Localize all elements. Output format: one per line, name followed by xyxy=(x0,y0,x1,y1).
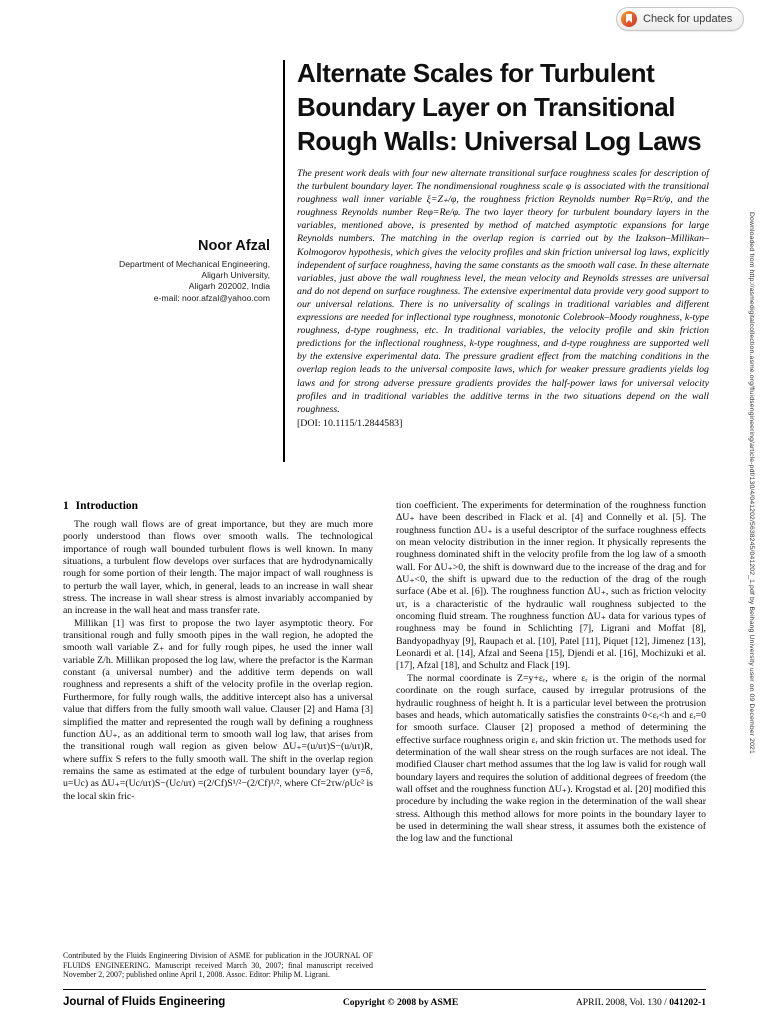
abstract-text: The present work deals with four new alternate transitional surface roughness scales for description of the turbulent boundary layer. The nondimensional roughness scale φ is associated with the transitional roughness wall inner variable ξ=Z₊/φ, the roughness friction Reynolds number Rφ=Rτ/φ, and the roughness Reynolds number Reφ=Re/φ. The two layer theory for turbulent boundary layers in the variables, mentioned above, is presented by method of matched asymptotic expansions for large Reynolds numbers. The matching in the overlap region is carried out by the Izakson–Millikan–Kolmogorov hypothesis, which gives the velocity profiles and skin friction universal log laws, explicitly independent of surface roughness, having the same constants as the smooth wall case. In these alternate variables, just above the wall roughness level, the mean velocity and Reynolds stresses are universal and do not depend on surface roughness. The extensive experimental data provide very good support to our universal relations. There is no universality of scalings in traditional variables and different expressions are needed for inflectional type roughness, monotonic Colebrook–Moody roughness, k-type roughness, d-type roughness, etc. In traditional variables, the velocity profile and skin friction predictions for the inflectional roughness, k-type roughness, and d-type roughness are supported well by the extensive experimental data. The pressure gradient effect from the matching conditions in the overlap region leads to the universal composite laws, which for weaker pressure gradients yields log laws and for strong adverse pressure gradients provides the half-power laws for universal velocity profiles and in traditional variables the additive terms in the two situations depend on the wall roughness. xyxy=(297,168,709,415)
abstract-block xyxy=(297,167,709,430)
body-paragraph: The normal coordinate is Z=y+εᵣ, where εᵣ is the origin of the normal coordinate on the rough surface, caused by irregular protrusions of the hydraulic roughness of height h. It is a particular level between the protrusion bases and heads, which automatically satisfies the constraints 0<εᵣ<h and εᵣ=0 for smooth surface. Clauser [2] proposed a method of determining the effective surface roughness origin εᵣ and skin friction uτ. The methods used for determination of the wall shear stress on the rough surfaces are not ideal. The modified Clauser chart method assumes that the log law is valid for rough wall boundary layers and requires the solution of additional degrees of freedom (the wall offset and the roughness function ΔU₊). Krogstad et al. [20] modified this procedure by including the wake region in the determination of the wall shear stress. Although this method allows for more points in the boundary layer to be used in determining the wall shear stress, it assumes both the existence of the log law and the functional xyxy=(396,672,706,845)
body-column-right xyxy=(396,500,706,846)
footer-rule xyxy=(63,989,706,990)
affiliation-line-address: Aligarh 202002, India xyxy=(188,281,270,292)
contribution-footnote: Contributed by the Fluids Engineering Division of ASME for publication in the JOURNAL OF FLUIDS ENGINEERING. Manuscript received March 30, 2007; final manuscript received November 2, 2007; published online April 1, 2008. Assoc. Editor: Philip M. Ligrani. xyxy=(63,951,373,980)
check-for-updates-button[interactable] xyxy=(616,7,744,31)
body-paragraph: The rough wall flows are of great importance, but they are much more poorly understood than flows over smooth walls. The technological importance of rough wall bounded turbulent flows is well known. In many situations, a turbulent flow develops over surfaces that are hydrodynamically rough for some portion of their length. The major impact of wall roughness is to perturb the wall layer, which, in general, leads to an increase in wall shear stress. The increase in wall shear stress is almost invariably accompanied by an increase in the wall heat and mass transfer rate. xyxy=(63,519,373,617)
paper-title xyxy=(297,56,722,158)
footer-issue-info xyxy=(576,997,706,1008)
body-paragraph: tion coefficient. The experiments for determination of the roughness function ΔU₊ have been described in Flack et al. [4] and Connelly et al. [5]. The roughness function ΔU₊ is a useful descriptor of the surface roughness effects on mean velocity distribution in the inner region. It physically represents the roughness dominated shift in the velocity profile from the log law of a smooth wall. For ΔU₊>0, the shift is downward due to the increase of the drag and for ΔU₊<0, the shift is upward due to the reduction of the drag of the rough surface (Abe et al. [6]). The roughness function ΔU₊, such as friction velocity uτ, is a characteristic of the hydraulic wall roughness subjected to the oncoming fluid stream. The roughness function ΔU₊ data for various types of roughness may be found in Schlichting [7], Ligrani and Moffat [8], Bandyopadhyay [9], Raupach et al. [10], Patel [11], Piquet [12], Jimenez [13], Leonardi et al. [14], Afzal and Seena [15], Djendi et al. [16], Mochizuki et al. [17], Afzal [18], and Schultz and Flack [19]. xyxy=(396,500,706,672)
footer-issue-text: APRIL 2008, Vol. 130 / xyxy=(575,997,670,1008)
paper-title-line-3: Rough Walls: Universal Log Laws xyxy=(297,126,702,156)
paper-title-line-2: Boundary Layer on Transitional xyxy=(297,92,676,122)
body-paragraph: Millikan [1] was first to propose the two layer asymptotic theory. For transitional rough and fully smooth pipes in the wall region, he adopted the smooth wall variable Z₊ and for fully rough pipes, he used the inner wall variable Z/h. Millikan proposed the log law, where the prefactor is the Karman constant (a universal number) and the additive term depends on wall roughness and represents a shift of the velocity profile in the overlap region. Furthermore, for fully rough walls, the additive intercept also has a universal value that differs from the fully smooth wall value. Clauser [2] and Hama [3] simplified the matter and represented the rough wall by defining a roughness function ΔU₊, as an additional term to smooth wall log law, that arises from the transitional rough wall region as given below ΔU₊=(u/uτ)S−(u/uτ)R, where suffix S refers to the fully smooth wall. The shift in the overlap region remains the same as estimated at the edge of turbulent boundary layer (y=δ, u=Uc) as ΔU₊=(Uc/uτ)S−(Uc/uτ) =(2/Cf)S¹/²−(2/Cf)¹/², where Cf=2τw/ρUc² is the local skin fric- xyxy=(63,617,373,802)
title-divider-rule xyxy=(283,60,285,462)
footer-page-number: 041202-1 xyxy=(669,997,706,1008)
author-block xyxy=(30,238,270,304)
affiliation-line-department: Department of Mechanical Engineering, xyxy=(119,259,270,269)
check-for-updates-label: Check for updates xyxy=(643,13,733,25)
author-affiliation xyxy=(30,259,270,304)
footer-journal-name: Journal of Fluids Engineering xyxy=(63,996,226,1008)
footer-copyright: Copyright © 2008 by ASME xyxy=(342,997,459,1008)
author-name: Noor Afzal xyxy=(198,238,270,254)
download-provenance-note: Downloaded from http://asmedigitalcollection.asme.org/fluidsengineering/article-pdf/130/4/041202/5638245/041202_1.pdf by Beihang University user on 09 December 2021 xyxy=(748,212,755,754)
crossmark-icon xyxy=(621,11,637,27)
paper-title-line-1: Alternate Scales for Turbulent xyxy=(297,58,655,88)
page-footer xyxy=(63,996,706,1008)
body-column-left xyxy=(63,500,373,803)
affiliation-line-email: e-mail: noor.afzal@yahoo.com xyxy=(153,292,270,303)
section-heading-introduction: 1 Introduction xyxy=(63,500,139,512)
doi-text: [DOI: 10.1115/1.2844583] xyxy=(297,417,403,429)
affiliation-line-university: Aligarh University, xyxy=(201,270,270,281)
